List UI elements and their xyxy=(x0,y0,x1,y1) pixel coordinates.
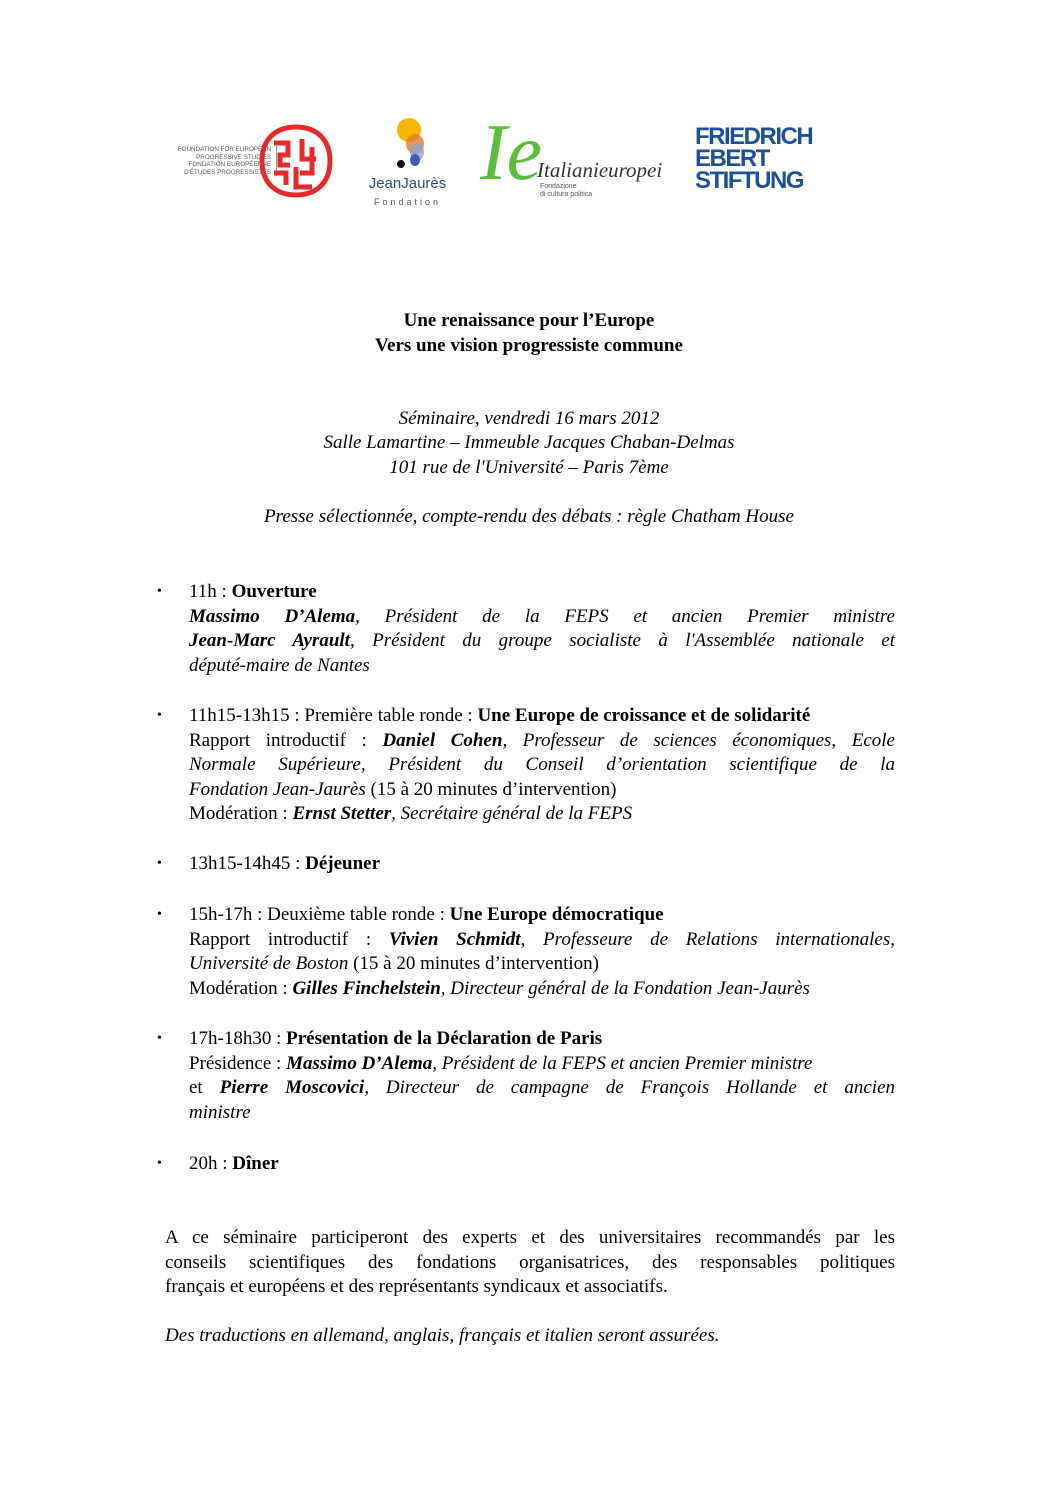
program-text: et xyxy=(189,1077,220,1098)
italianieuropei-sub xyxy=(540,183,592,199)
closing-paragraph xyxy=(165,1226,895,1300)
jean-jaures-logo-icon xyxy=(391,118,431,172)
program-line xyxy=(189,1052,895,1077)
feps-line: FOUNDATION FOR EUROPEAN xyxy=(177,146,271,153)
program-line xyxy=(189,802,895,827)
program-text: Jean-Marc Ayrault xyxy=(189,630,350,651)
bullet-icon: • xyxy=(157,708,162,723)
feps-line: D'ÉTUDES PROGRESSISTES xyxy=(184,168,271,176)
program-text: Dîner xyxy=(232,1153,279,1174)
program-line xyxy=(189,903,895,928)
feps-line: FONDATION EUROPÉENNE xyxy=(188,161,271,169)
fes-line: FRIEDRICH xyxy=(695,123,813,150)
bullet-icon: • xyxy=(157,1156,162,1171)
program-item xyxy=(157,1152,895,1177)
program-text: Université de Boston xyxy=(189,953,349,974)
program-line xyxy=(189,1027,895,1052)
press-note: Presse sélectionnée, compte-rendu des débats : règle Chatham House xyxy=(264,506,794,527)
program-text: Fondation Jean-Jaurès xyxy=(189,778,366,800)
program-line xyxy=(189,952,895,977)
closing-line: A ce séminaire participeront des experts et des universitaires recommandés par les xyxy=(165,1227,895,1248)
program-text: 15h-17h : Deuxième table ronde : xyxy=(189,904,450,925)
program-line xyxy=(189,629,895,654)
title-line-2: Vers une vision progressiste commune xyxy=(375,335,683,356)
bullet-icon: • xyxy=(157,584,162,599)
program-line xyxy=(189,753,895,778)
event-venue: Salle Lamartine – Immeuble Jacques Chaban-Delmas xyxy=(323,432,735,453)
program-line xyxy=(189,977,895,1002)
program-line xyxy=(189,1101,895,1126)
closing-line: conseils scientifiques des fondations organisatrices, des responsables politiques xyxy=(165,1251,895,1273)
feps-line: PROGRESSIVE STUDIES xyxy=(196,153,271,161)
italianieuropei-sub-line: Fondazione xyxy=(540,183,577,190)
program-text: Présidence : xyxy=(189,1052,287,1074)
italianieuropei-mark: Ie xyxy=(480,109,543,197)
fes-line: STIFTUNG xyxy=(695,167,803,194)
event-date: Séminaire, vendredi 16 mars 2012 xyxy=(398,408,660,429)
bullet-icon: • xyxy=(157,907,162,922)
program-text: 20h : xyxy=(189,1153,233,1174)
program-text: 11h15-13h15 : Première table ronde : xyxy=(189,705,478,726)
program-text: Ernst Stetter xyxy=(292,803,392,824)
program-line xyxy=(189,654,895,679)
jean-jaures-logo xyxy=(355,118,460,207)
program-line xyxy=(189,729,895,754)
program-text: Ouverture xyxy=(231,581,317,602)
program-text: Une Europe démocratique xyxy=(449,904,664,925)
translations-note: Des traductions en allemand, anglais, français et italien seront assurées. xyxy=(165,1325,720,1346)
program-text: , Directeur de campagne de François Hollande et ancien xyxy=(364,1077,895,1098)
bullet-icon: • xyxy=(157,1031,162,1046)
program-text: Une Europe de croissance et de solidarité xyxy=(477,705,811,726)
program-item xyxy=(157,903,895,1001)
program-text: , Directeur général de la Fondation Jean-Jaurès xyxy=(440,977,810,999)
title-line-1: Une renaissance pour l’Europe xyxy=(403,310,655,331)
program-text: Massimo D’Alema xyxy=(189,605,356,627)
program-item xyxy=(157,852,895,877)
event-address: 101 rue de l'Université – Paris 7ème xyxy=(389,457,669,478)
program-text: , Président de la FEPS et ancien Premier ministre xyxy=(432,1052,813,1074)
program-line xyxy=(189,778,895,803)
program-line xyxy=(189,605,895,630)
program-text: Vivien Schmidt xyxy=(388,928,521,950)
fes-logo xyxy=(695,123,813,194)
program-item xyxy=(157,1027,895,1125)
program-text: (15 à 20 minutes d’intervention) xyxy=(348,953,599,974)
fes-line: EBERT xyxy=(695,145,769,172)
italianieuropei-name: Italianieuropei xyxy=(537,158,663,182)
program-text: , Professeure de Relations internationales, xyxy=(520,928,895,950)
closing-line: français et européens et des représentants syndicaux et associatifs. xyxy=(165,1276,668,1297)
bullet-icon: • xyxy=(157,856,162,871)
program-text: Normale Supérieure, Président du Conseil d’orientation scientifique de la xyxy=(189,754,895,775)
italianieuropei-sub-line: di cultura politica xyxy=(540,191,593,198)
program-text: Rapport introductif : xyxy=(189,928,389,950)
program-item xyxy=(157,704,895,827)
program-text: ministre xyxy=(189,1101,251,1123)
program-text: , Président du groupe socialiste à l'Assemblée nationale et xyxy=(349,630,895,651)
program-text: Déjeuner xyxy=(305,853,381,874)
program-line xyxy=(189,1152,895,1177)
program-line xyxy=(189,852,895,877)
program-text: Modération : xyxy=(189,803,293,824)
jean-jaures-sub: Fondation xyxy=(373,197,442,207)
program-text: Pierre Moscovici xyxy=(219,1077,365,1098)
program-text: Présentation de la Déclaration de Paris xyxy=(286,1028,603,1049)
program-text: 11h : xyxy=(189,581,232,602)
program-line xyxy=(189,1076,895,1101)
program-line xyxy=(189,580,895,605)
italianieuropei-logo xyxy=(480,109,670,203)
program-text: Massimo D’Alema xyxy=(286,1052,433,1074)
program-text: (15 à 20 minutes d’intervention) xyxy=(365,778,617,800)
program-text: député-maire de Nantes xyxy=(189,654,370,676)
jean-jaures-name: JeanJaurès xyxy=(368,175,447,192)
program-line xyxy=(189,704,895,729)
feps-logo-icon xyxy=(256,123,336,199)
program-text: , Professeur de sciences économiques, Ecole xyxy=(502,729,895,751)
program-text: Gilles Finchelstein xyxy=(292,977,441,999)
program-text: , Secrétaire général de la FEPS xyxy=(391,803,633,824)
program-text: 17h-18h30 : xyxy=(189,1028,287,1049)
program-text: Daniel Cohen xyxy=(382,729,503,751)
program-text: Modération : xyxy=(189,977,293,999)
program-text: , Président de la FEPS et ancien Premier ministre xyxy=(355,605,895,627)
program-item xyxy=(157,580,895,678)
program-text: Rapport introductif : xyxy=(189,729,383,751)
logo-bar xyxy=(150,109,830,208)
program-text: 13h15-14h45 : xyxy=(189,853,306,874)
program-line xyxy=(189,928,895,953)
